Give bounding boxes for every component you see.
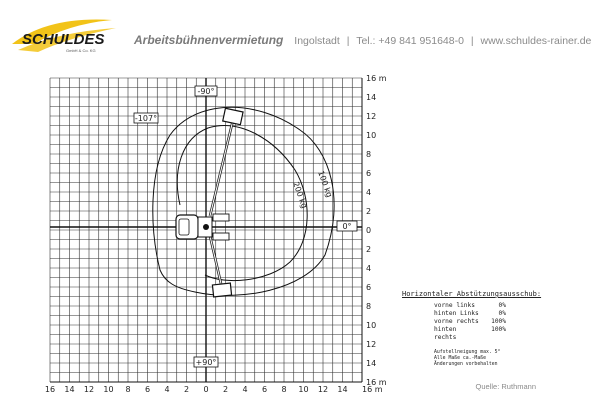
row-label: vorne rechts <box>434 318 479 325</box>
right-tick-label: 16 m <box>366 74 387 83</box>
right-tick-label: 14 <box>366 359 377 368</box>
row-label: vorne links <box>434 302 475 309</box>
right-tick-label: 14 <box>366 93 377 102</box>
right-tick-label: 0 <box>366 226 372 235</box>
bottom-tick-label: 4 <box>164 385 170 394</box>
note-line: Alle Maße ca.-Maße <box>434 356 486 361</box>
table-row <box>434 302 538 310</box>
info-panel <box>402 290 542 368</box>
row-value: 0% <box>498 302 506 309</box>
table-row <box>434 310 538 318</box>
right-tick-label: 6 <box>366 169 372 178</box>
bottom-tick-label: 8 <box>125 385 131 394</box>
table-row <box>434 318 538 326</box>
brand-name: Arbeitsbühnenvermietung <box>134 33 284 47</box>
bottom-tick-label: 12 <box>83 385 95 394</box>
bottom-tick-label: 6 <box>144 385 151 394</box>
bottom-tick-label: 14 <box>337 385 348 394</box>
angle-label-bottom: +90° <box>195 358 217 367</box>
platform-lower <box>212 283 231 297</box>
bottom-tick-label: 2 <box>183 385 190 394</box>
logo-text: SCHULDES <box>22 31 105 48</box>
bottom-tick-label: 4 <box>242 385 248 394</box>
right-tick-label: 2 <box>366 245 372 254</box>
row-value: 0% <box>498 310 506 317</box>
bottom-tick-label: 12 <box>317 385 329 394</box>
logo-subtext: GmbH & Co. KG <box>66 48 96 53</box>
row-label: hinten Links <box>434 310 479 317</box>
separator: | <box>346 35 350 47</box>
bottom-tick-label: 6 <box>261 385 268 394</box>
bottom-tick-label: 0 <box>203 385 209 394</box>
source-credit: Quelle: Ruthmann <box>475 382 536 391</box>
right-tick-label: 8 <box>366 302 372 311</box>
bottom-tick-label: 8 <box>281 385 287 394</box>
website-link[interactable]: www.schuldes-rainer.de <box>480 35 591 47</box>
right-tick-label: 16 m <box>366 378 387 387</box>
right-axis-ticks <box>366 74 387 387</box>
right-tick-label: 10 <box>366 321 377 330</box>
right-tick-label: 12 <box>366 112 377 121</box>
right-tick-label: 10 <box>366 131 377 140</box>
load-label-100kg: 100 kg <box>316 169 334 199</box>
angle-label-top: -90° <box>197 87 215 96</box>
row-value: 100% <box>491 318 506 325</box>
bottom-tick-label: 16 <box>44 385 56 394</box>
bottom-tick-label: 2 <box>222 385 229 394</box>
right-tick-label: 2 <box>366 207 372 216</box>
phone: Tel.: +49 841 951648-0 <box>356 35 464 47</box>
bottom-tick-label: 14 <box>64 385 75 394</box>
separator: | <box>470 35 474 47</box>
city: Ingolstadt <box>294 35 340 47</box>
bottom-tick-label: 10 <box>298 385 309 394</box>
angle-label-diagonal: -107° <box>134 114 158 123</box>
notes <box>434 350 538 368</box>
bottom-axis-ticks <box>45 385 383 394</box>
right-tick-label: 6 <box>366 283 372 292</box>
angle-label-right: 0° <box>342 222 352 231</box>
row-value: 100% <box>491 326 506 333</box>
bottom-tick-label: 16 m <box>362 385 383 394</box>
right-tick-label: 4 <box>366 188 372 197</box>
row-label: hinten rechts <box>434 326 457 341</box>
right-tick-label: 8 <box>366 150 372 159</box>
bottom-tick-label: 10 <box>103 385 114 394</box>
info-title: Horizontaler Abstützungsausschub: <box>402 290 542 298</box>
note-line: Änderungen vorbehalten <box>434 362 498 367</box>
table-row <box>434 326 538 342</box>
load-label-200kg: 200 kg <box>291 180 309 210</box>
outrigger-table <box>434 302 538 342</box>
note-line: Aufstellneigung max. 5° <box>434 350 501 355</box>
right-tick-label: 4 <box>366 264 372 273</box>
load-curve-200kg <box>177 126 307 281</box>
right-tick-label: 12 <box>366 340 377 349</box>
